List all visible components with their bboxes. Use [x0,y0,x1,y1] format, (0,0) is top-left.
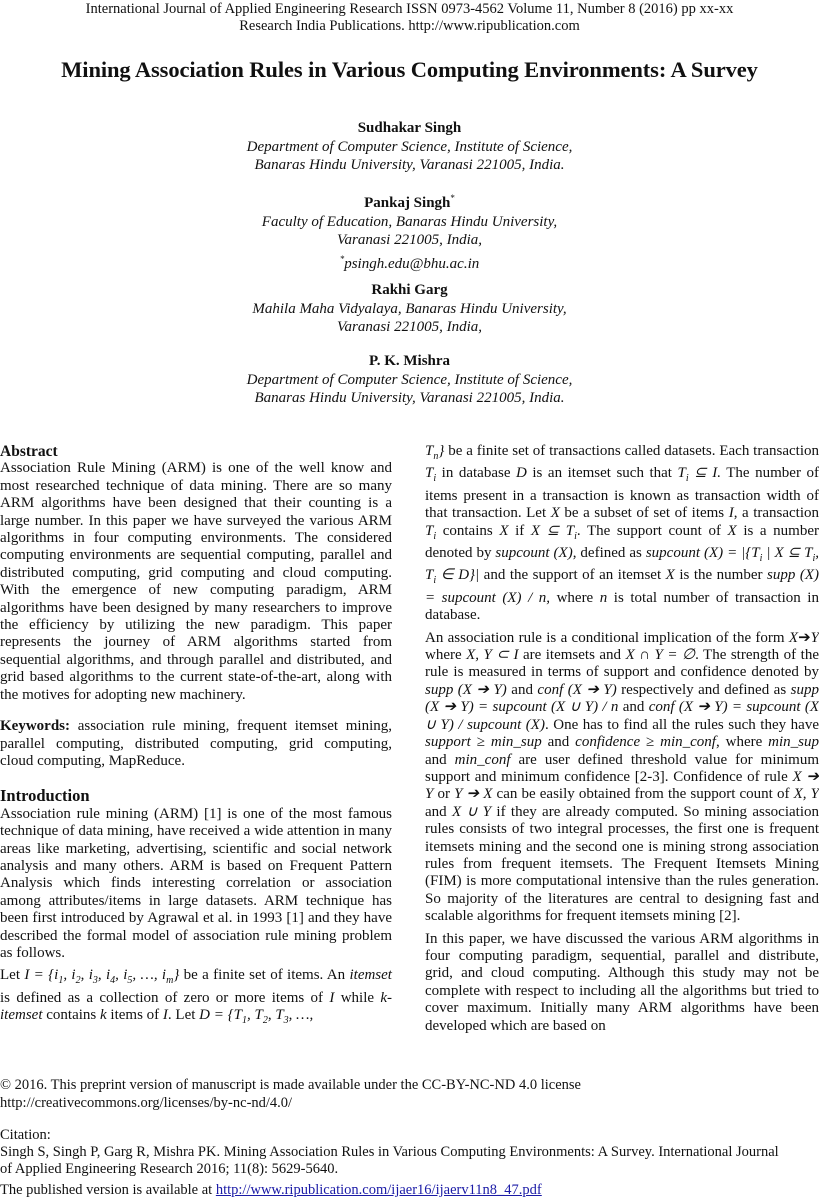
author-block-1 [0,119,819,175]
author-affiliation: Department of Computer Science, Institute of Science, [246,371,573,388]
license-line-2[interactable]: http://creativecommons.org/licenses/by-nc-nd/4.0/ [0,1095,293,1111]
paper-title: Mining Association Rules in Various Computing Environments: A Survey [61,57,758,82]
author-affiliation: Faculty of Education, Banaras Hindu University, [261,213,558,230]
author-block-4 [0,352,819,408]
published-prefix: The published version is available at [0,1182,216,1198]
author-name: Pankaj Singh [364,195,451,211]
citation-line-2: of Applied Engineering Research 2016; 11(8): 5629-5640. [0,1161,339,1177]
author-email[interactable]: psingh.edu@bhu.ac.in [344,255,480,272]
citation-label: Citation: [0,1127,51,1143]
author-name: P. K. Mishra [368,353,451,369]
license-line-1: © 2016. This preprint version of manuscript is made available under the CC-BY-NC-ND 4.0 license [0,1077,581,1093]
abstract-heading: Abstract [0,443,58,460]
keywords-text: association rule mining, frequent itemset mining, parallel computing, distributed computing, grid computing, cloud computing, MapReduce. [0,718,392,769]
right-column [425,443,819,1040]
right-paragraph-2: An association rule is a conditional implication of the form X➔Y where X, Y ⊂ I are itemsets and X ∩ Y = ∅. The strength of the rule is measured in terms of support and confidence denoted by supp (X ➔ Y) and conf (X ➔ Y) respectively and defined as supp (X ➔ Y) = supcount (X ∪ Y) / n and conf (X ➔ Y) = supcount (X ∪ Y) / supcount (X). One has to find all the rules such they have support ≥ min_sup and confidence ≥ min_conf, where min_sup and min_conf are user defined threshold value for minimum support and minimum confidence [2-3]. Confidence of rule X ➔ Y or Y ➔ X can be easily obtained from the support count of X, Y and X ∪ Y if they are already computed. So mining association rules consists of two integral processes, the first one is frequent itemsets mining and the second one is mining strong association rules from frequent itemsets. The Frequent Itemsets Mining (FIM) is more computational intensive than the rules generation. So majority of the literatures are central to designing fast and scalable algorithms for frequent itemsets mining [2]. [425,629,819,925]
left-column [0,443,392,1035]
author-affiliation: Varanasi 221005, India, [336,232,482,248]
abstract-text: Association Rule Mining (ARM) is one of the well know and most researched technique of data mining. There are so many ARM algorithms have been designed that their counting is a large number. In this paper we have surveyed the various ARM algorithms in four computing environments. The considered computing environments are sequential computing, parallel and distributed computing, grid computing and cloud computing. With the emergence of new computing paradigm, ARM algorithms have been designed by many researchers to improve the efficiency by utilizing the new paradigm. This paper represents the journey of ARM algorithms started from sequential algorithms, and through parallel and distributed, and grid based algorithms to the current state-of-the-art, along with the motives for adopting new machinery. [0,460,392,703]
author-block-2 [0,189,819,273]
intro-paragraph-1: Association rule mining (ARM) [1] is one of the most famous technique of data mining, have received a wide attention in many areas like marketing, advertising, scientific and social network analysis and many others. ARM is based on Frequent Pattern Analysis which finds interesting correlation or association among attributes/items in large datasets. ARM technique has been first introduced by Agrawal et al. in 1993 [1] and they have described the formal model of association rule mining problem as follows. [0,805,392,961]
keywords-label: Keywords: [0,718,70,735]
corresponding-mark: * [339,253,345,264]
published-link[interactable]: http://www.ripublication.com/ijaer16/ijaerv11n8_47.pdf [215,1182,542,1198]
author-affiliation: Varanasi 221005, India, [336,319,482,335]
journal-header-line1: International Journal of Applied Engineering Research ISSN 0973-4562 Volume 11, Number 8 (2016) pp xx-xx [85,1,734,17]
corresponding-mark: * [450,193,455,203]
author-block-3 [0,281,819,337]
author-affiliation: Banaras Hindu University, Varanasi 221005, India. [254,390,565,406]
author-affiliation: Mahila Maha Vidyalaya, Banaras Hindu University, [252,300,567,317]
intro-paragraph-2: Let $I = \{i_1$, $i_2$, $i_3$, $i_4$, $i_5$, …, $i_m$} be a finite set of items. An itemset is defined as a collection of zero or more items of I while k-itemset contains k items of I. Let $D = \{T_1$, $T_2$, $T_3$, …, [0,967,392,1027]
author-affiliation: Department of Computer Science, Institute of Science, [246,138,573,155]
author-name: Rakhi Garg [371,282,448,298]
keywords [0,718,392,770]
journal-header-line2: Research India Publications. http://www.ripublication.com [239,18,580,34]
author-affiliation: Banaras Hindu University, Varanasi 221005, India. [254,157,565,173]
introduction-heading: Introduction [0,786,90,806]
published-line [0,1182,819,1200]
author-name: Sudhakar Singh [357,120,462,136]
right-paragraph-3: In this paper, we have discussed the various ARM algorithms in four computing paradigm, sequential, parallel and distribute, grid, and cloud computing. Although this study may not be complete with respect to including all the algorithms but tried to cover maximum. Initially many ARM algorithms have been developed which are based on [425,930,819,1034]
right-paragraph-1: $T_n$} be a finite set of transactions called datasets. Each transaction $T_i$ in database D is an itemset such that $T_i$ ⊆ I. The number of items present in a transaction is known as transaction width of that transaction. Let X be a subset of set of items I, a transaction $T_i$ contains X if X ⊆ $T_i$. The support count of X is a number denoted by supcount (X), defined as supcount $(X) = |\{T_i$ | X ⊆ $T_i$, $T_i$ ∈ D}| and the support of an itemset X is the number supp (X) = supcount (X) / n, where n is total number of transaction in database. [425,443,819,624]
citation-line-1: Singh S, Singh P, Garg R, Mishra PK. Mining Association Rules in Various Computing Environments: A Survey. International Journal [0,1144,779,1160]
